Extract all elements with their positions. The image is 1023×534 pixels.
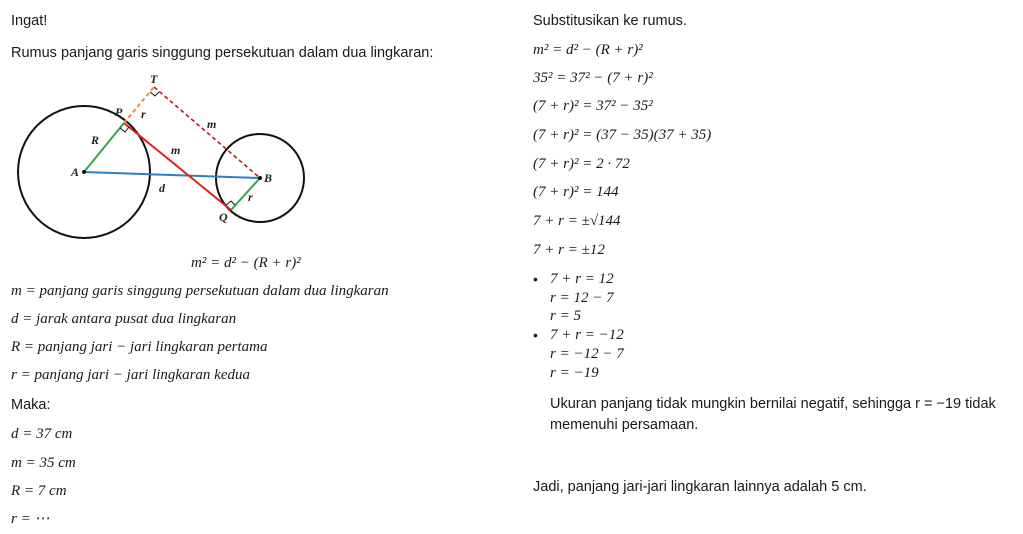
given-d: d = 37 cm xyxy=(11,426,73,442)
given-m: m = 35 cm xyxy=(11,455,76,471)
step-3: (7 + r)² = 37² − 35² xyxy=(533,98,653,114)
step-1: m² = d² − (R + r)² xyxy=(533,42,643,58)
definition-m: m = panjang garis singgung persekutuan dalam dua lingkaran xyxy=(11,283,389,299)
given-small-r: r = ⋯ xyxy=(11,511,50,527)
conclusion: Jadi, panjang jari-jari lingkaran lainnya adalah 5 cm. xyxy=(533,479,867,495)
label-p: P xyxy=(115,105,123,119)
label-q: Q xyxy=(219,210,228,224)
tangent-circles-diagram xyxy=(11,70,341,245)
center-a xyxy=(82,170,86,174)
heading-ingat: Ingat! xyxy=(11,13,48,29)
right-angle-t xyxy=(150,92,159,96)
formula-title: Rumus panjang garis singgung persekutuan dalam dua lingkaran: xyxy=(11,45,434,61)
case1-line-3: r = 5 xyxy=(550,308,581,324)
step-8: 7 + r = ±12 xyxy=(533,242,605,258)
case1-line-1: 7 + r = 12 xyxy=(550,271,614,287)
maka-label: Maka: xyxy=(11,397,51,413)
tangent-line xyxy=(124,123,231,210)
bullet-case-2: • xyxy=(533,327,538,343)
center-b xyxy=(258,176,262,180)
definition-small-r: r = panjang jari − jari lingkaran kedua xyxy=(11,367,250,383)
label-r-right: r xyxy=(248,190,253,204)
case2-line-2: r = −12 − 7 xyxy=(550,346,624,362)
label-b: B xyxy=(264,171,273,185)
step-5: (7 + r)² = 2 · 72 xyxy=(533,156,630,172)
label-m-mid: m xyxy=(171,143,181,157)
case1-line-2: r = 12 − 7 xyxy=(550,290,614,306)
radius-large xyxy=(84,123,124,172)
negative-note: Ukuran panjang tidak mungkin bernilai negatif, sehingga r = −19 tidak memenuhi persamaan. xyxy=(550,396,996,433)
main-formula: m² = d² − (R + r)² xyxy=(191,255,301,271)
center-distance-line xyxy=(84,172,260,178)
step-6: (7 + r)² = 144 xyxy=(533,184,619,200)
radius-small xyxy=(231,178,260,210)
label-t: T xyxy=(150,72,158,86)
extension-line xyxy=(124,87,154,123)
right-angle-q xyxy=(226,201,235,205)
label-m-top: m xyxy=(207,117,217,131)
step-4: (7 + r)² = (37 − 35)(37 + 35) xyxy=(533,127,712,143)
substitution-intro: Substitusikan ke rumus. xyxy=(533,13,687,29)
definition-big-r: R = panjang jari − jari lingkaran pertama xyxy=(11,339,268,355)
step-2: 35² = 37² − (7 + r)² xyxy=(533,70,653,86)
label-r-top: r xyxy=(141,107,146,121)
label-d: d xyxy=(159,181,165,195)
bullet-case-1: • xyxy=(533,271,538,287)
step-7: 7 + r = ±√144 xyxy=(533,213,621,229)
case2-line-1: 7 + r = −12 xyxy=(550,327,624,343)
parallel-line xyxy=(154,87,260,178)
case2-line-3: r = −19 xyxy=(550,365,599,381)
definition-d: d = jarak antara pusat dua lingkaran xyxy=(11,311,237,327)
given-big-r: R = 7 cm xyxy=(11,483,67,499)
label-a: A xyxy=(71,165,80,179)
label-radius-r: R xyxy=(91,133,100,147)
